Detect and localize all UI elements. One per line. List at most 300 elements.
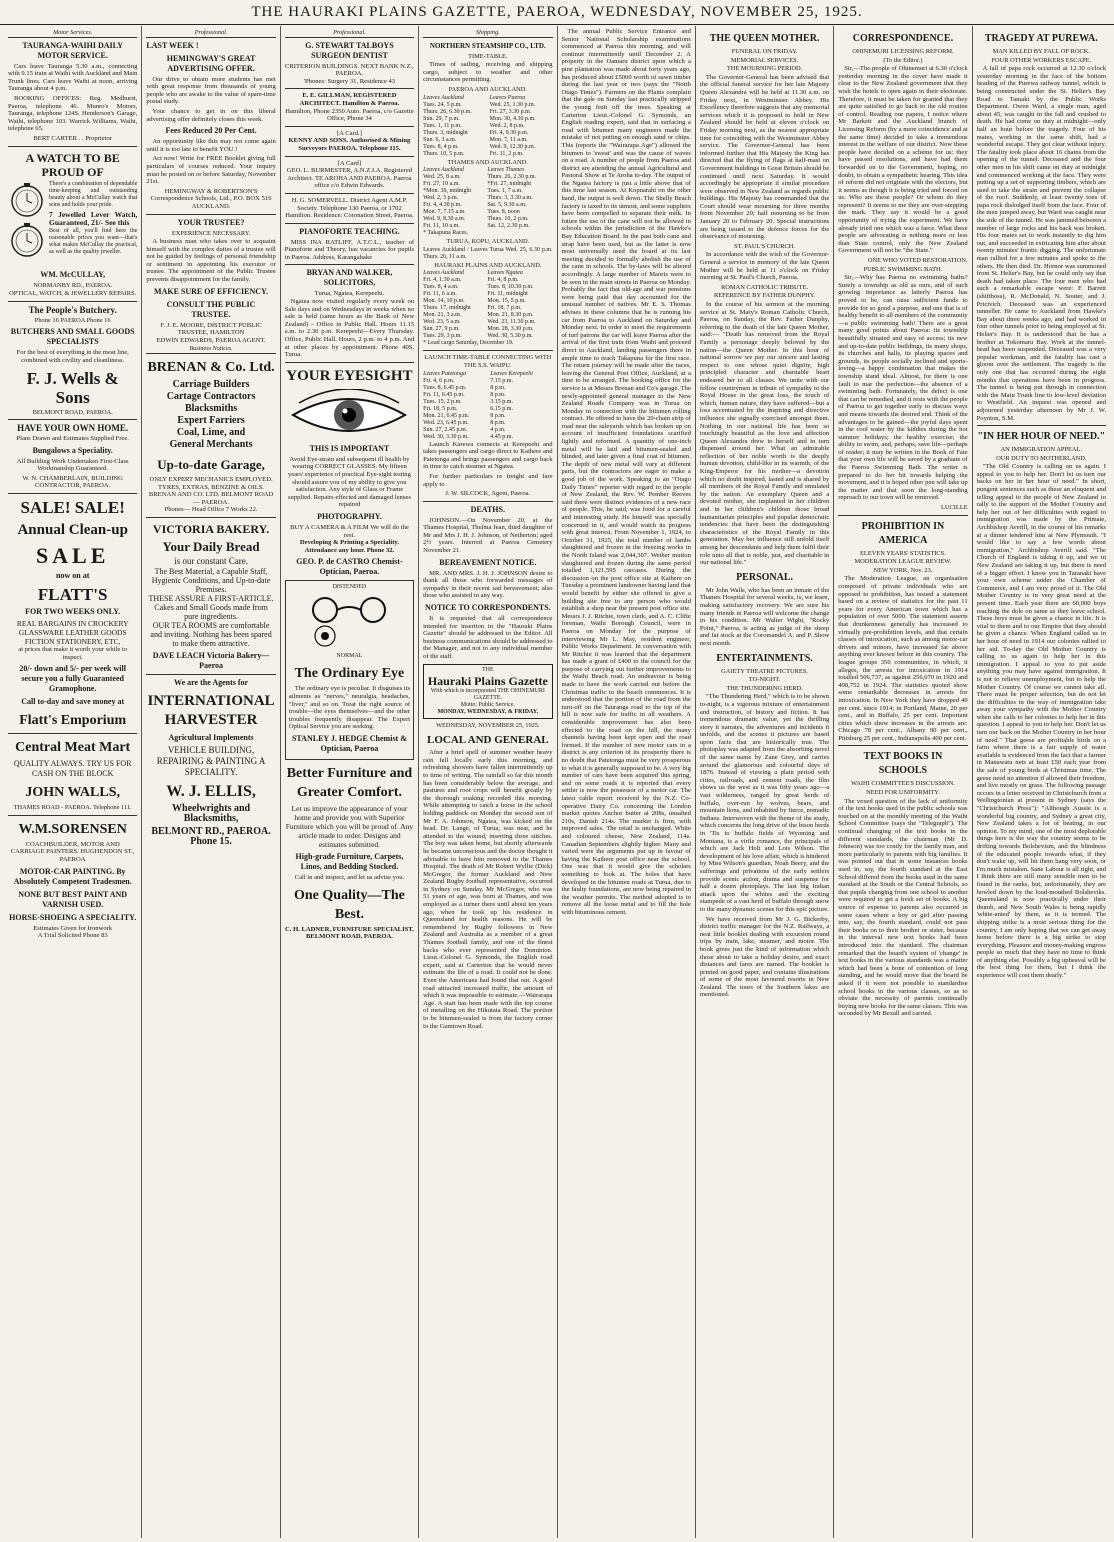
table-cell: *Mon. 30, midnight bbox=[423, 188, 472, 195]
brenan-address: BRENAN AND CO. LTD. BELMONT ROAD — PAEROA. bbox=[148, 491, 274, 506]
fees-reduced: Fees Reduced 20 Per Cent. bbox=[165, 126, 257, 136]
photography-heading: PHOTOGRAPHY. bbox=[317, 511, 382, 521]
thames-auckland-table bbox=[423, 167, 552, 230]
table-row bbox=[423, 319, 552, 326]
one-quality: One Quality—The Best. bbox=[294, 887, 405, 922]
table-cell: Fri. 27, 10 a.m. bbox=[423, 181, 460, 188]
table-cell: Fri. 4, 9.30 p.m. bbox=[489, 129, 529, 136]
section-heading: Professional. bbox=[146, 29, 275, 38]
ordinary-eye-body: The ordinary eye is peculiar. It disguises its ailments as "nerves," neuralgia, headaches, "liver," and so on. Treat the right source of trouble—the eyes themselves—and the other troubles frequently disappear. The Expert Optical Service you are seeking. bbox=[288, 685, 411, 731]
ordinary-eye-heading: The Ordinary Eye bbox=[294, 666, 405, 682]
table-cell: Wed. 25, 8 a.m. bbox=[423, 174, 461, 181]
personal-body: Mr John Walls, who has been an inmate of the Thames Hospital for several weeks, is, we learn, making satisfactory recovery. We are sure his many friends in Paeroa will welcome the change in his condition. Mr Walter Wight, "Rocky Point," Paeroa, is acting as judge of the sheep and fat stock at the Coromandel A. and P. Show next month. bbox=[699, 586, 830, 647]
bereavement-body: MR. AND MRS. J. H. J. JOHNSON desire to thank all those who forwarded messages of sympathy in their recent sad bereavement; also those who assisted in any way. bbox=[423, 569, 553, 600]
turua-body: Leaves Auckland / Leaves Turua Wed. 25, 6.30 p.m. Thurs. 26, 11 a.m. bbox=[423, 246, 553, 260]
table-header-cell: Leaves Patetonga bbox=[423, 370, 466, 377]
mechanics: ONLY EXPERT MECHANICS EMPLOYED. bbox=[149, 476, 273, 484]
dunphy-body: In the course of his sermon at the morning service at St. Mary's Roman Catholic Church, Paeroa, on Sunday, the Rev. Father Dunphy, referring to the death of the late Queen Mother, said:— "Death has removed from the Royal Family a personage deeply beloved by the nation—the Queen Mother. In this hour of national sorrow we pay our sincere and lasting respect to one whose quiet dignity, high principled character and charitable heart endeared her to all classes. We unite with our fellow countrymen in tribute of sympathy to the Royal House in the great loss, the touch of which, human nature, they have suffered—but a loss accentuated by the inspiring and directive influence she signally exercised amongst them. Nothing in our national life has been so touchingly beautiful as the love and affection Queen Alexandra drew to herself and in turn dispensed around her. What an admirable reflection of her noble worth is the deeply human devotion, child-like in its warmth, of the King-Emperor for his mother—a devotion which no doubt inspired, lasted and is shared by all members of the Royal Family and emulated by the nation. An exemplary Queen and a devoted mother, she implanted in her children and in her children's children those broad humanitarian principles and popular democratic tendencies that have been the distinguishing characteristics of the Royal Family in this generation. May her influence still unfold itself among her descendants and help them fulfil their role unto all that is noble, just, and charitable in our national life." bbox=[699, 301, 830, 567]
brenan-service: Carriage Builders bbox=[172, 379, 250, 391]
bereavement-heading: BEREAVEMENT NOTICE. bbox=[439, 557, 537, 567]
entertainments-heading: ENTERTAINMENTS. bbox=[716, 652, 813, 664]
brenan-services bbox=[146, 379, 275, 451]
table-cell: *Fri. 27, midnight bbox=[487, 181, 532, 188]
timetable-heading: TIME-TABLE. bbox=[468, 52, 508, 60]
table-cell: Tues. 8, 4 p.m. bbox=[423, 143, 459, 150]
now-on: now on at bbox=[56, 571, 90, 581]
motor-painting: MOTOR-CAR PAINTING. By Absolutely Competent Tradesmen. bbox=[13, 866, 132, 886]
column-8 bbox=[972, 26, 1110, 1538]
divider bbox=[838, 745, 967, 746]
ladner: C. H. LADNER, FURNITURE SPECIALIST, BELMONT ROAD, PAEROA. bbox=[285, 925, 414, 941]
hauraki-auckland-heading: HAURAKI PLAINS AND AUCKLAND. bbox=[434, 261, 542, 269]
table-cell: Tues. 29, 3 p.m. bbox=[423, 333, 462, 340]
table-cell: Thurs. 3, 3.30 a.m. bbox=[487, 195, 533, 202]
table-cell: Sun. 27, 2.45 p.m. bbox=[423, 426, 468, 433]
table-cell: 6.15 p.m. bbox=[490, 405, 513, 412]
mccullay-name: WM. McCULLAY, bbox=[40, 269, 106, 279]
tonight-heading: TO-NIGHT. bbox=[748, 676, 781, 684]
prohibition-heading: PROHIBITION IN AMERICA bbox=[861, 520, 945, 546]
table-row bbox=[423, 223, 552, 230]
bungalows-body: All Building Work Undertaken First-Class Workmanship Guaranteed. bbox=[16, 457, 129, 473]
table-cell: Fri. 18, 7 p.m. bbox=[487, 305, 522, 312]
launch-table bbox=[423, 371, 552, 441]
cleanup-heading: Annual Clean-up bbox=[17, 522, 128, 539]
duty-sub: OUR DUTY TO MOTHERLAND. bbox=[996, 454, 1087, 462]
brenan-service: Blacksmiths bbox=[184, 403, 238, 415]
bryan-address: Turua, Ngatea, Kerepeehi. bbox=[314, 290, 385, 298]
masthead: THE HAURAKI PLAINS GAZETTE, PAEROA, WEDNESDAY, NOVEMBER 25, 1925. bbox=[0, 0, 1114, 25]
meat-mart-body: QUALITY ALWAYS. TRY US FOR CASH ON THE BLOCK bbox=[13, 759, 132, 779]
table-cell: Fri. 11, 6.45 p.m. bbox=[423, 391, 465, 398]
cakes: Cakes and Small Goods made from pure ingredients. bbox=[154, 603, 268, 621]
moore: F. J. E. MOORE, DISTRICT PUBLIC TRUSTEE, HAMILTON bbox=[160, 321, 262, 337]
correspondence-heading: CORRESPONDENCE. bbox=[852, 33, 954, 44]
divider bbox=[838, 515, 967, 516]
spectacles-icon bbox=[299, 594, 399, 650]
table-cell: 8 p.m. bbox=[490, 412, 506, 419]
eye-body: Avoid Eye-strain and subsequent ill health by wearing CORRECT GLASSES. My fifteen years' experience of practical Eye-sight testing should assure you of my ability to give you satisfaction. Any style of Glass or Frame supplied. Repairs effected and damaged lenses repaired bbox=[287, 455, 411, 509]
table-cell: Mon. 21, 3 a.m. bbox=[423, 312, 462, 319]
turua-heading: TURUA, KOPU, AUCKLAND. bbox=[446, 238, 530, 246]
table-row bbox=[423, 326, 552, 333]
table-cell: Fri. 4, 1.30 a.m. bbox=[423, 277, 462, 284]
gaiety-heading: GAIETY THEATRE PICTURES. bbox=[721, 667, 808, 675]
table-header-row bbox=[423, 95, 552, 102]
st-pauls-heading: ST. PAUL'S CHURCH. bbox=[734, 242, 795, 250]
butchery-title: BUTCHERS AND SMALL GOODS SPECIALISTS bbox=[10, 327, 135, 347]
dateline: WEDNESDAY, NOVEMBER 25, 1925. bbox=[435, 721, 540, 729]
talboys-phone: 'Phones: Surgery 31, Residence 43 bbox=[303, 77, 396, 85]
table-cell: 4 p.m. bbox=[490, 426, 506, 433]
table-cell: Fri. 18, 5 p.m. bbox=[423, 405, 458, 412]
table-cell: Fri. 4, 4.30 p.m. bbox=[423, 202, 462, 209]
table-cell: Wed. 9, 12.30 p.m. bbox=[489, 143, 536, 150]
table-cell: Tues. 8, 4 a.m. bbox=[423, 284, 459, 291]
table-row bbox=[423, 144, 552, 151]
column-7 bbox=[833, 26, 971, 1538]
table-cell: Tues. 1, 7 a.m. bbox=[487, 188, 523, 195]
table-cell: Mon. 21, 8.30 p.m. bbox=[487, 312, 534, 319]
burmester: GEO. L. BURMESTER, A.N.Z.I.A. Registered Architect. TE AROHA AND PAEROA. Paeroa office c/o Edwin Edwards. bbox=[286, 167, 413, 190]
general-news-body: The annual Public Service Entrance and Senior National Scholarship examinations commenced at Paeroa this morning, and will continue intermittently until December 2. A property in the Oamaru district upon which a pine plantation was made about forty years ago, has produced about £5000 worth of sawn timber during the last year or two (says the "North Otago Times"). Farmers on the Plains complain that the gale on Sunday last practically stripped the young fruit off the trees. Speaking at Carterton Lieut.-Colonel G. Symonds, an English roading expert, said that in surfacing a road with bitumen many engineers made the mistake of not putting on enough sand or chips. This (reports the "Wairarapa Age") allowed the bitumen to 'sweat' and was the cause of waves on a road. A number of people from Paeroa and district are attending the annual Agricultural and Pastoral Show at Te Aroha to-day. The output of the Ngatea factory is just a little above that of this time last season. At Kopuarahi on the other hand, the output is well down. The Shelly Beach factory is taxed to its utmost, and some suppliers have been compelled to separate their milk. In future the use of the cane will not be allowed in schools within the jurisdiction of the Hawke's Bay Education Board. In the past both cane and strap have been used, but as the latter is now most universally used the board at its last meeting decided to formally abolish the use of the cane in schools. The by-laws will be altered accordingly. A large number of Maoris were to be seen in the main streets in Paeroa on Monday. Probably the fact that old-age and war pensions were being paid that day accounted for the unusual number of natives. Mr E. S. Thomas advises in these columns that he is running his car from Paeroa to Auckland on Saturday and Monday next. In order to meet the requirements of turf patrons the car will leave Paeroa after the arrival of the first train from Waihi and proceed direct to Auckland, landing passengers there in ample time to reach Takapuna for the first race. The return journey will be made after the races, leaving the General Post Office, Auckland, at a time to be arranged. The booking office for the service is at Messrs Brenan and Co's garage. The newly-appointed general manager to the New Zealand Roads Company was in Turua on Monday in connection with the bitumen rolling contract. He offered to have the 20-chain strip of road near the saleyards which has broken up on account of insufficient foundations scarified lightly and reformed. A quantity of one-inch metal will be laid and bitumen-sealed and blinded, and later given a final coat of bitumen. The depth of new metal will vary at different parts, but the contractors are eager to make a good job of the work. Speaking to an "Otago Daily Times" reporter with regard to the people of New Zealand, the Rev. W. Pember Reeves said there were distinct evidences of a new race of people. This, he said, was food for a careful and interesting study. He himself was specially concerned in it, and would watch its progress with great interest. From November 1, 1924, to October 31, 1925, the total number of lambs slaughtered and frozen in the freezing works in the North Island was 2,044,307. Wether mutton slaughtered and frozen during the same period totalled 1,121,595 carcases. During the discussion on the post office site at Kaihere on Tuesday a prominent landowner having land that would benefit by either site offered to give a building site free to any person who would establish a shop near the present post office site. Messrs J. J. Ritchie, town clerk, and A. C. Clifte foreman, Waihi Borough Council, were in Paeroa on Monday for the purpose of interviewing Mr L. May, resident engineer, Public Works Department. In conversation with Mr Ritchie it was learned that the department has made a grant of £400 to the council for the purpose of carrying out further improvements to the Waihi Beach road. An endeavour is being made to have the work carried out before the Christmas traffic to the beach commences. It is understood that the portion of the road from the turn-off on the Tauranga road to the top of the hill is now safe for traffic in all weathers. A considerable improvement has also been effected to the road on the hill, the many channels having been kept open and the road formed. If the number of new motor cars in a district is any criterion of its prosperity there is no doubt that Patetonga must be very prosperous to what it is generally supposed to be. A very big number of cars have been acquired this spring, and on some roads it is reported that every settler is now the possessor of a motor car. The latest cable report received by the N.Z. Co-operative Dairy Co. concerning the London market quotes Anchor butter at 208s, unsalted 210s, Danish 214s. The market is firm, with improved sales. The retail is unchanged. White and coloured cheese, New Zealand, 114s. Canadian Septembers slightly higher. Many and varied were the arguments put up in favour of having the Kaihere post office near the school. One was that it would give the scholars something to look at. The holes that have developed in the bitumen roads at Turua, due to the faulty foundations, are now being repaired in the weather permits. The method adopted is to remove all the loose metal and to fill the hole with bituminous cement. bbox=[561, 28, 691, 916]
lucille: LUCILLE bbox=[941, 504, 968, 512]
table-header-cell: Leaves Thames bbox=[487, 167, 525, 174]
butchery-phone: Phone 16 PAEROA Phone 16 bbox=[34, 316, 111, 324]
table-row bbox=[423, 413, 552, 420]
table-cell: 4.45 p.m. bbox=[490, 433, 513, 440]
one-voted: ONE WHO VOTED RESTORATION. bbox=[867, 257, 968, 265]
butchery-heading: The People's Butchery. bbox=[28, 304, 117, 315]
moderation-body: The Moderation League, an organisation composed of private individuals who are opposed to prohibition, has issued a statement based on a review of statistics for the past 11 years for every American town which has a population of over 5000. The statement asserts that drunkenness generally has increased to virtually pre-prohibition levels, and that certain classes of intoxication, such as among motor-car drivers and minors, have increased far above anything ever known before in this country. The league groups 350 communities, in which, it alleges, the arrests for intoxication in 1914 totalled 506,737, as against 256,070 in 1920 and 498,752 in 1924. The statistics quoted show some remarkable decreases in arrests for intoxication. In New York they have dropped 40 per cent. since 1914; in Portland, Maine, 20 per cent., and in Buffalo, 25 per cent. Important cities which show increases in the arrests are: Chicago 78 per cent., Albany 90 per cent., Pittsburg 25 per cent., Indianapolis 400 per cent. bbox=[838, 575, 968, 742]
distended-label: DISTENDED bbox=[332, 584, 367, 591]
bungalows-heading: Bungalows a Speciality. bbox=[32, 445, 113, 455]
table-cell: 8 p.m. bbox=[490, 391, 506, 398]
home-heading: HAVE YOUR OWN HOME. bbox=[17, 423, 129, 434]
agents: We are the Agents for bbox=[174, 678, 249, 687]
sale-word: SALE bbox=[35, 543, 110, 569]
table-row bbox=[423, 174, 552, 181]
divider bbox=[146, 214, 275, 215]
bargains: REAL BARGAINS IN CROCKERY GLASSWARE LEATHER GOODS FICTION STATIONERY, ETC, bbox=[16, 619, 129, 647]
meat-mart-name: Central Meat Mart bbox=[15, 740, 131, 756]
launch-heading: LAUNCH TIME-TABLE CONNECTING WITH THE S.S. WAIPU. bbox=[424, 354, 552, 369]
ellis-name: W. J. ELLIS, bbox=[166, 783, 256, 800]
booking-offices: BOOKING OFFICES: Reg. Medhurst, Paeroa, telephone 46. Munro's Motors, Tauranga, telephone 124S. Henderson's Garage, Waihi, telephone 103. Warrick Williams, Waihi, telephone 65. bbox=[8, 94, 138, 133]
brenan-service: Cartage Contractors bbox=[166, 391, 256, 403]
ellis-address: BELMONT RD., PAEROA. Phone 15. bbox=[151, 826, 271, 847]
st-pauls-body: In accordance with the wish of the Governor-General a service in memory of the late Queen Mother will be held at 11 o'clock on Friday morning at St. Paul's Church, Paeroa. bbox=[699, 251, 830, 282]
ohinemuri-body: Sir,—The people of Ohinemuri at 6.30 o'clock yesterday morning in the cover have made it clear to the New Zealand government that they wish the hotels to open again in their electorate. Therefore, it must be taken for granted that they are quite satisfied to go back to the old routine of control. Reading our papers, I notice where Mr Barkett and the Auckland branch of Licensing Reform (by a mere coincidence and at the same time) decided to take a tremendous interest in the welfare of our district. Now these people have decided on a scheme for us: they have passed resolutions, and have had them forwarded on to the Government, hoping, no doubt, to obtain a sympathetic hearing. This idea of reform did not originate with the electors, but it seems as though it is being tried and forced on us. Who are these people? Or whom do they represent? It seems to me they are over-stepping the mark. They say it would be a good opportunity of trying the experiment. We have already tried one which was a farce. What these people are advocating is nothing more or less than State control, only the New Zealand Government will not be "the State." bbox=[838, 65, 968, 255]
divider bbox=[423, 501, 552, 502]
table-row bbox=[423, 399, 552, 406]
chamberlain: W. N. CHAMBERLAIN, BUILDING CONTRACTOR, PAEROA. bbox=[22, 474, 123, 490]
table-cell: Tues. 8, 6.45 p.m. bbox=[423, 384, 467, 391]
table-cell: Wed. 23, 5 a.m. bbox=[423, 319, 461, 326]
furniture-heading: Better Furniture and Greater Comfort. bbox=[286, 765, 413, 800]
efficiency: MAKE SURE OF EFFICIENCY. bbox=[154, 286, 269, 296]
table-cell: Fri. 11, midnight bbox=[487, 291, 528, 298]
to-editor: (To the Editor.) bbox=[883, 56, 923, 64]
divider bbox=[8, 733, 137, 734]
watch-heading: A WATCH TO BE PROUD OF bbox=[25, 150, 120, 179]
prices-text: at prices that make it worth your while to inspect. bbox=[18, 646, 128, 661]
table-row bbox=[423, 116, 552, 123]
service-body: Cars leave Tauranga 5.30 a.m., connecting with 9.15 train at Waihi with Auckland and Main Trunk lines. Cars leave Waihi at noon, arriving Tauranga about 4 p.m. bbox=[8, 62, 138, 93]
normal-label: NORMAL bbox=[336, 653, 363, 660]
photo-body: BUY A CAMERA & A FILM We will do the rest. bbox=[290, 523, 409, 539]
booklet-body: We have received from Mr J. G. Bickerby, district traffic manager for the N.Z. Railways, a neat little booklet dealing with excursion round trips by train, lake, steamer, and motor. The book gives just the kind of information which those about to take a holiday desire, and exact distances and fares are named. The booklet is printed on good paper, and contains illustrations of some of the most favoured resorts in New Zealand. The tours of the Southern lakes are mentioned. bbox=[699, 915, 830, 999]
table-cell: Wed. 2, 3 p.m. bbox=[423, 195, 459, 202]
uniformity-heading: NEED FOR UNIFORMITY. bbox=[866, 789, 940, 797]
divider bbox=[285, 223, 414, 224]
table-cell: Thurs. 26, 6.30 p.m. bbox=[423, 108, 472, 115]
correspondents-body: It is requested that all correspondence intended for insertion in the "Hauraki Plains Gazette" should be addressed to the Editor. All business communications should be addressed to the Manager, and not to any individual member of the staff. bbox=[423, 615, 553, 660]
herd-heading: THE THUNDERING HERD. bbox=[726, 684, 803, 692]
section-heading: Motor Services. bbox=[8, 29, 137, 38]
sorensen-name: W.M.SORENSEN bbox=[18, 821, 127, 837]
table-row bbox=[423, 305, 552, 312]
hemingway-opportunity: An opportunity like this may not come again until it is too late to benefit YOU ! bbox=[146, 138, 276, 153]
bryan-body: Ngatea now visited regularly every week on Sale days and on Wednesdays in weeks when no sale is held (same hours as the Bank of New Zealand) - Office in Public Hall. Hours 11.15 a.m. to 2.30 p.m. Kerepeehi—Every Thursday. Office, Public Hall. Hours, 2 p.m. to 4 p.m. And at other places by appointment. Phone 40S, Turua. bbox=[284, 298, 415, 359]
gazette-days: MONDAY, WEDNESDAY, & FRIDAY. bbox=[437, 708, 539, 715]
call-today: Call to-day and save money at bbox=[21, 697, 125, 707]
table-cell: Wed. 30, 3.30 p.m. bbox=[423, 433, 469, 440]
developing: Developing & Printing a Speciality. Attendance any hour. Phone 32. bbox=[299, 539, 399, 554]
service-title: TAURANGA-WAIHI DAILY MOTOR SERVICE. bbox=[22, 40, 124, 60]
trial-note: A Trial Solicited Phone 83 bbox=[37, 932, 108, 940]
queen-body: The Governor-General has been advised that the official funeral service for her late Majesty Queen Alexandra will be held at 11.30 a.m. on Friday next, in Westminster Abbey. His Excellency therefore suggests that any memorial services which it is proposed to hold in New Zealand should be held at eleven o'clock on Friday morning next, as the nearest appropriate time for coinciding with the Westminster Abbey service. The Governor-General has been informed further that His Majesty the King has directed that the flying of flags at half-mast on Government buildings in Great Britain should be continued until next Saturday. It would accordingly be appropriate if similar procedure were observed in New Zealand as regards public buildings. His Majesty has commanded that the Court should wear mourning for three months from November 20; half mourning to be from January 20 to February 20. Special instructions are being issued to the defence forces for the observance of mourning. bbox=[699, 73, 830, 241]
table-cell: Thurs. 3, midnight bbox=[423, 129, 468, 136]
gazette-incorporated: With which is incorporated THE OHINEMURI GAZETTE. bbox=[430, 687, 545, 701]
table-cell: Mon. 28, 3.30 p.m. bbox=[487, 326, 534, 333]
brenan-service: Coal, Lime, and bbox=[176, 427, 246, 439]
table-cell: Mon. 14, 10 p.m. bbox=[423, 298, 465, 305]
edwards: EDWIN EDWARDS, PAEROA AGENT. bbox=[156, 336, 266, 344]
table-cell: Sat. 12, 2.30 p.m. bbox=[487, 223, 530, 230]
sale-heading: SALE! SALE! bbox=[20, 498, 125, 518]
ny-dateline: NEW YORK, Nov. 23. bbox=[873, 566, 933, 574]
paeroa-auckland-table bbox=[423, 95, 552, 158]
watch-illustration-icon bbox=[8, 181, 46, 267]
table-cell: Wed. 23, 11.30 p.m. bbox=[487, 319, 536, 326]
watch-more: Best of all, you'll find here the reasonable prices you want—that's what makes McCullay the practical, as well as the quality jeweller. bbox=[49, 227, 138, 255]
kenny: KENNY AND SONS. Authorised & Mining Surveyors PAEROA. Telephone 115. bbox=[288, 137, 411, 152]
personal-heading: PERSONAL. bbox=[736, 571, 794, 583]
column-3 bbox=[280, 26, 418, 1538]
horse-shoeing: HORSE-SHOEING A SPECIALITY. bbox=[9, 912, 137, 922]
table-cell: Sun. 29, 7 p.m. bbox=[423, 115, 460, 122]
table-cell: Tues. 1, 11 p.m. bbox=[423, 122, 462, 129]
section-heading: Business Notices. bbox=[146, 345, 275, 354]
textbooks-body: The vexed question of the lack of uniformity of the text books used in the public schools was touched on at the monthly meeting of the Waihi School Committee (says the "Telegraph"). The continual changing of the text books in the different standards, the chairman (Mr D. Johnson) was too costly for the family man, and more particularly to parents with big families. It was pointed out that in some instances books used in, say, the fourth standard at the East School differed from the books used in the same standard at the South or the Central Schools, so that pupils changing from one school to another were required to get a fresh set of books. A big source of expense to parents also occurred in some cases where a boy or girl after passing into, say, the fourth standard, could not pass their books on to their brother or sister, because in the interval new text books had been introduced into the standard. The chairman remarked that the board's system of 'change' in text books in the various standards was a matter which had been a bone of contention of long standing, and he would move that the board be asked if it were not possible to standardise school books in the various classes, so as to obviate the necessity of parents continually buying new books for the same classes. This was seconded by Mr Bexall and carried. bbox=[838, 797, 968, 1018]
funeral-sub: FUNERAL ON FRIDAY. bbox=[731, 48, 798, 55]
table-cell: Wed. 23, 6.45 p.m. bbox=[423, 419, 469, 426]
gazette-the: THE bbox=[481, 666, 494, 673]
table-row bbox=[423, 392, 552, 399]
estimates-note: Estimates Given for Ironwork bbox=[33, 924, 113, 932]
thames-auckland-heading: THAMES AND AUCKLAND. bbox=[447, 158, 528, 166]
important-heading: THIS IS IMPORTANT bbox=[309, 443, 390, 453]
column-4 bbox=[418, 26, 556, 1538]
castro: GEO. P. de CASTRO Chemist-Optician, Paeroa. bbox=[296, 557, 403, 577]
gazette-motto: Motto: Public Service. bbox=[460, 701, 515, 708]
table-cell: Wed. 2, 8 p.m. bbox=[489, 122, 525, 129]
card-label: [A Card] bbox=[337, 159, 362, 167]
table-cell: 3.15 p.m. bbox=[490, 398, 513, 405]
table-cell: Thurs. 10, 5 p.m. bbox=[423, 150, 465, 157]
table-cell: Wed. 25, 1.30 p.m. bbox=[489, 101, 536, 108]
grade: High-grade Furniture, Carpets, Linos, and Bedding Stocked. bbox=[295, 851, 404, 871]
ordinary-eye-ad bbox=[285, 580, 414, 760]
brenan-phones: Phones— Head Office 7 Works 22. bbox=[164, 506, 258, 514]
leach: DAVE LEACH Victoria Bakery—Paeroa bbox=[152, 651, 270, 670]
table-cell: Fri. 11, 2 p.m. bbox=[489, 150, 524, 157]
correspondents-heading: NOTICE TO CORRESPONDENTS. bbox=[424, 603, 551, 613]
table-cell: Mon. 7, 7.15 a.m. bbox=[423, 209, 466, 216]
hour-body: "The Old Country is calling on us again. I appeal to you to help her. Don't let us turn our backs on her in her hour of need." In short, pungent sentences such as these an eloquent and telling appeal to the people of New Zealand to rally to the support of the Mother Country and help her out of her difficulties with regard to immigration was made by the Primate, Archbishop Averill, in the course of his remarks at a dinner tendered him at New Plymouth. "I would like to say a few words about immigration," Archbishop Averill said. "The Church of England is taking it up, and we in New Zealand are taking it up, but there is need of a bigger effort. I know you in Taranaki have your own scheme under the Chamber of Commerce, and I am very proud of it. The Old Mother Country is in very great need at the present time. Each year there are 60,000 boys reaching the dole on same as they leave school. These boys must be given a chance in life. It is vital to them and to our Empire that they should be given a chance. When England called us in her hour of need in 1914 our colonies rallied to her aid. To-day the Old Mother Country is calling to us again to help her in this immigration. I appeal to you to put aside anything you may have against immigration. It is not to relieve unemployment, but to help the Mother Country. Of course we cannot take all. There must be proper selection, but do not let the difficulties in the way of immigration take away your sympathy with the Mother Country when she calls to her colonies to help her in this question. I appeal to you to help her. Don't let us turn our back on the Mother Country in her hour of need." That geese are profitable birds on a farm where there is a fair supply of water available is evidenced from the fact that a farmer in Manawatu nets at least £50 each year from the sale of young birds at Christmas time. The geese need no attention if allowed their freedom, and live mostly on grass. The following passage occurs in a letter received in Christchurch from a Wellingtonian at present in Sydney (says the "Christchurch Press"): "Although Aussie is a wonderful big country, and Sydney a great city, New Zealand takes a lot of beating, in our opinion. To my mind, one of the most deplorable things here is the way the country seems to be drifting towards Bolshevism, and the blindness of the educated people towards what, if they don't wake up, will hit them bang very soon, or I'm much mistaken. Sane Labour is all right, and I think there are still many sensible men to be found in the ranks, but, unfortunately, they are howled down by the loud-mouthed Bolsheviks. Queensland is now practically under their thumb, and New South Wales is being rapidly 'white-anted' by them, as it is termed. The shipping strike is a most serious thing for the country. I am only hoping that we can get away home before there is a big strike to stop everything. Pleasure and money-making engross people so much that they have no time to think of anything else. Possibly a big upheaval will be the best thing for them, but I think the experience will cost them dearly." bbox=[976, 463, 1106, 980]
column-1 bbox=[4, 26, 141, 1538]
assure: THESE ASSURE A FIRST-ARTICLE. bbox=[148, 594, 274, 603]
brenan-name: BRENAN & Co. Ltd. bbox=[147, 360, 275, 376]
table-cell: Sun. 6, 3 a.m. bbox=[423, 136, 457, 143]
sorensen-body: COACHBUILDER, MOTOR AND CARRIAGE PAINTERS. HUGHENDON ST., PAEROA bbox=[10, 840, 135, 864]
tearooms: OUR TEA ROOMS are comfortable and inviting. Nothing has been spared to make them attractive. bbox=[150, 621, 272, 648]
queen-heading: THE QUEEN MOTHER. bbox=[709, 33, 820, 44]
table-cell: Fri. 4, 6 p.m. bbox=[423, 377, 455, 384]
eye-icon bbox=[289, 389, 409, 441]
purewa-heading: TRAGEDY AT PUREWA. bbox=[984, 33, 1098, 44]
hedge: STANLEY J. HEDGE Chemist & Optician, Paeroa bbox=[291, 733, 407, 753]
memorial-sub: MEMORIAL SERVICES. bbox=[730, 56, 799, 64]
waihi-heading: WAIHI COMMITTEE'S DISCUSSION. bbox=[850, 780, 955, 788]
table-cell: Mon. 21, 6.45 p.m. bbox=[423, 412, 470, 419]
mccullay-address: NORMANBY RD., PAEROA. bbox=[33, 281, 113, 289]
columns bbox=[4, 26, 1110, 1538]
table-row bbox=[423, 277, 552, 284]
brenan-service: General Merchants bbox=[169, 439, 253, 451]
table-row bbox=[423, 378, 552, 385]
column-6 bbox=[695, 26, 833, 1538]
divider bbox=[8, 146, 137, 147]
column-5 bbox=[557, 26, 695, 1538]
table-row bbox=[423, 298, 552, 305]
silcock: J. W. SILCOCK, Agent, Paeroa. bbox=[445, 490, 531, 498]
hauraki-auckland-table bbox=[423, 270, 552, 340]
butchery-body: For the best of everything in the meat line, combined with civility and cleanliness. bbox=[16, 349, 129, 364]
table-row bbox=[423, 137, 552, 144]
divider bbox=[977, 425, 1106, 426]
talboys-address: CRITERION BUILDINGS. NEXT BANK N.Z., PAEROA. bbox=[285, 62, 414, 78]
garage-heading: Up-to-date Garage, bbox=[157, 457, 265, 473]
divider bbox=[285, 88, 414, 89]
proprietor: BERT CARTER . . Proprietor bbox=[33, 134, 112, 142]
mccullay-trade: OPTICAL, WATCH, & JEWELLERY REPAIRS. bbox=[9, 290, 137, 298]
table-header-row bbox=[423, 270, 552, 277]
table-row bbox=[423, 188, 552, 195]
table-cell: Wed. 30, 5.30 p.m. bbox=[487, 333, 533, 340]
table-header-row bbox=[423, 167, 552, 174]
local-body: After a brief spell of summer weather heavy rain fell locally early this morning, and refreshing showers have fallen intermittently up to time of writing. The rainfall so far this month has been considerably below the average, and pastures and root crops will benefit greatly by the thorough soaking recorded this morning. While attempting to catch a horse in the school holding paddock on Monday the second son of Mr F. A. Johnson, Ngatea, was kicked on the head. Dr. Lange, of Turua, was near, and he attended to the wound, inserting three stitches. The boy was taken home, but shortly afterwards he became unconscious and the doctor thought it advisable to have him removed to the Thames Hospital. The death of Mr Robert Wyllie (Dick) McGregor, the former Auckland and New Zealand Rugby football representative, occurred in Sydney on Sunday. Mr McGregor, who was 51 years of age, was born at Thames, and was employed as a turner there until about ten years ago, when he took up his residence in Queensland for health reasons. He will be remembered by Rugby followers in New Zealand and Australia as a member of a great Thames football family, and one of the finest backs who ever represented the Dominion. Lieut.-Colonel G. Symonds, the English road expert, said at Carterton that he would never estimate the life of a road. It could not be done. Even the Americans had found that out. A good road attracted increased traffic, the amount of which it was impossible to estimate.—Wairarapa Age. A start has been made with the top course of metalling on the Hikutaia Road. The portion to be bitumen-sealed is from the factory corner to the Gumtown Road. bbox=[423, 749, 553, 1030]
table-row bbox=[423, 333, 552, 340]
piano-body: MISS INA RATLIFF, A.T.C.L., teacher of Pianoforte and Theory, has vacancies for pupils in Paeroa. Address, Karangahake bbox=[284, 238, 415, 261]
brenan-service: Expert Farriers bbox=[177, 415, 245, 427]
table-header-cell: Leaves Kerepeehi bbox=[490, 370, 533, 377]
divider bbox=[285, 362, 414, 363]
flatts-name: FLATT'S bbox=[37, 585, 108, 605]
talboys-name: G. STEWART TALBOYS SURGEON DENTIST bbox=[305, 40, 394, 60]
section-heading: Professional. bbox=[285, 29, 414, 38]
table-row bbox=[423, 427, 552, 434]
deaths-body: JOHNSON.—On November 20, at the Thames Hospital, Thelma Jean, third daughter of Mr and Mrs J. H. J. Johnson, of Netherton; aged 2½ years. Interred at Paeroa Cemetery November 21. bbox=[423, 516, 553, 555]
hemingway-chance: Your chance to get in on this liberal advertising offer definitely closes this week. bbox=[146, 107, 276, 123]
gillman-name: E. E. GILLMAN, REGISTERED ARCHITECT. Hamilton & Paeroa. bbox=[299, 92, 400, 107]
escape-sub: FOUR OTHER WORKERS ESCAPE. bbox=[991, 56, 1092, 64]
moderation-heading: MODERATION LEAGUE REVIEW. bbox=[854, 558, 952, 566]
somervell: H. G. SOMERVELL. District Agent A.M.P. Society. Telephone 130 Paeroa, or 1702 Hamilton. Residence: Coronation Street, Paeroa. bbox=[285, 196, 414, 220]
ellis-trade: Wheelwrights and Blacksmiths, bbox=[172, 803, 251, 824]
table-row bbox=[423, 102, 552, 109]
herd-body: "The Thundering Herd," which is to be shown to-night, is a vigorous mixture of entertainment and instruction, of history and fiction. It has tremendous dramatic value, yet the thrilling story it narrates, the adventures and incidents it unfolds, and the scenes it pictures are based upon facts that are historically true. The photoplay was adapted from the absorbing novel of the same name by Zane Grey, and carries around the glamorous and colourful days of 1876. Instead of viewing a plain period with cities, railroads, and cement roads, the film shows us the west as it was fifty years ago—a vast wilderness, ranged by great herds of buffalo, over-run by wolves, bears, and mountain lions, and inhabited by fierce, nomadic Indians. Interwoven with the theme of the study, which concerns the long drive of the bison herds in 'Tis to buffalo fields of Wyoming and Montana, is a virile romance, the principals of which are Jack Holt and Lois Wilson. The development of his love affair, which is hindered by Miss Wilson's guardian, Noah Beery, and the sufferings and privations of the early settlers provide scenic action, drama and suspense for half a dozen photoplays. The last big Indian attack upon the whites and the exciting stampede of a vast herd of buffalo through snow to the many dynamic scenes for this epic picture. bbox=[699, 693, 830, 913]
launch-body: Launch Karewa connects at Kerepeehi and takes passengers and cargo direct to Kaihere and Patetonga and brings passengers and cargo back in time to catch steamer at Ngatea. bbox=[423, 440, 553, 471]
tyres: TYRES, EXTRAS, BENZINE & OILS. bbox=[158, 483, 265, 491]
wells-name: F. J. Wells & Sons bbox=[26, 368, 119, 407]
tribute-heading: ROMAN CATHOLIC TRIBUTE. bbox=[721, 283, 809, 291]
furniture-body: Let us improve the appearance of your home and provide you with Superior Furniture which you will be proud of. Any article made to order. Designs and estimates submitted. bbox=[285, 803, 414, 849]
table-row bbox=[423, 434, 552, 441]
bakery-heading: VICTORIA BAKERY. bbox=[152, 522, 270, 536]
gillman-body: Hamilton, Phone 2350 Auto. Paeroa, c/o Gazette Office, Phone 34 bbox=[285, 107, 414, 123]
hemingway-act-now: Act now! Write for FREE Booklet giving full particulars of courses reduced. Your inquiry must be posted on or before Saturday, November 21st. bbox=[146, 155, 276, 186]
trustee-body: A business man who takes over to acquaint himself with the complex duties of a trustee will not be guided by feelings of personal friendship or sentiment in appointing his executor or trustee. The appointment of the Public Trustee prevents disappointment for the family. bbox=[146, 238, 276, 284]
table-cell: Thurs. 17, midnight bbox=[423, 305, 471, 312]
table-cell: Wed. 9, 8.30 a.m. bbox=[423, 216, 466, 223]
local-heading: LOCAL AND GENERAL bbox=[426, 734, 549, 747]
hauraki-note: * Lead cargo Saturday, December 19. bbox=[423, 340, 514, 347]
mourning-sub: THE MOURNING PERIOD. bbox=[726, 65, 803, 73]
table-cell: Mon. 15, 5 p.m. bbox=[487, 298, 526, 305]
table-row bbox=[423, 312, 552, 319]
divider bbox=[146, 517, 275, 518]
piano-heading: PIANOFORTE TEACHING. bbox=[299, 226, 400, 236]
card-label: [A Card.] bbox=[336, 129, 362, 137]
best-material: The Best Material, a Capable Staff, Hygienic Conditions, and Up-to-date Premises. bbox=[151, 567, 271, 594]
table-row bbox=[423, 130, 552, 137]
divider bbox=[8, 493, 137, 494]
column-2 bbox=[141, 26, 279, 1538]
purewa-body: A fall of papa rock occurred at 12.30 o'clock yesterday morning in the face of the bottom heading of the Purewa railway tunnel, which is being constructed under the St. Helier's Bay Road to Tamaki by the Public Works Department. Owen Ward, a single man, aged about 45, was caught in the fall and crushed to death. He had come on duty at midnight—only half an hour before the tragedy. Four of his mates, working in the same shift, had a wonderful escape. They got clear without injury. The fatality took place about 16 chains from the opening of the tunnel. Deceased and the four other men in his shift came on duty at midnight and commenced working at the face. They were putting up a set of supporting timbers, which are used to take the strain and prevent the collapse of the roof. Suddenly, at least twenty tons of papa rock dislodged itself from the face. Four of the men jumped away, but Ward was caught near the side of the tunnel. He was jammed between a number of large rocks and his back was broken. His four mates set to work instantly to dig him out, and succeeded in extricating him after about twenty minutes' frantic digging. The unfortunate man rallied for a few minutes and spoke to the others. He then died. Dr. Hornor was summoned from St. Helier's Bay, but he could only say that death had taken place. The four men who had such a remarkable escape were: F. Barrett (shiftboss), R. McDonald, N. Souter, and J. Pricivich. Deceased was an experienced tunneller. He came to Auckland from Hawke's Bay about three weeks ago, and had worked in four other tunnels prior to being employed at St. Helier's Bay. It is understood that he has a brother at Tokomaru Bay. Work at the tunnel-head has been suspended. Deceased was a very popular workman, and the fatality has cast a gloom over the settlement. The tragedy is the only one that has occurred during the eight months that operations have been in progress. The tunnel is being put through in connection with the Main Trunk line to low-level deviation to Westfield. An inquest was opened and adjourned yesterday afternoon by Mr J. W. Poynton, S.M. bbox=[976, 65, 1106, 422]
divider bbox=[285, 126, 414, 127]
table-row bbox=[423, 420, 552, 427]
table-cell: Fri. 11, 6 a.m. bbox=[423, 291, 457, 298]
section-heading: Shipping. bbox=[423, 29, 552, 38]
killed-sub: MAN KILLED BY FALL OF ROCK. bbox=[992, 48, 1091, 55]
further-particulars: For further particulars re freight and fare apply to bbox=[423, 472, 553, 488]
table-row bbox=[423, 202, 552, 209]
table-header-row bbox=[423, 371, 552, 378]
table-row bbox=[423, 216, 552, 223]
walls-address: THAMES ROAD - PAEROA. Telephone 111. bbox=[13, 804, 132, 812]
steamship-name: NORTHERN STEAMSHIP CO., LTD. bbox=[429, 41, 546, 50]
divider bbox=[8, 419, 137, 420]
table-header-cell: Leaves Auckland bbox=[423, 94, 464, 101]
divider bbox=[285, 193, 414, 194]
hemingway-body: Our drive to obtain more students has met with great response from thousands of young people who are awake to the value of spare-time postal study. bbox=[146, 75, 276, 106]
wells-address: BELMONT ROAD, PAEROA. bbox=[32, 408, 113, 416]
deaths-heading: DEATHS. bbox=[470, 504, 505, 514]
watch-body: There's a combination of dependable time-keeping and outstanding beauty about a McCullay watch that wins and holds your pride. bbox=[49, 180, 138, 208]
table-cell: Fri. 27, 3.30 p.m. bbox=[489, 108, 532, 115]
ohinemuri-heading: OHINEMURI LICENSING REFORM. bbox=[852, 48, 954, 55]
daily-sub: is our constant Care. bbox=[174, 556, 249, 566]
paint-note: NONE BUT BEST PAINT AND VARNISH USED. bbox=[18, 889, 128, 909]
hemingway-heading: HEMINGWAY'S GREAT ADVERTISING OFFER. bbox=[166, 53, 256, 73]
table-cell: Fri. 11, 10 a.m. bbox=[423, 223, 460, 230]
table-row bbox=[423, 195, 552, 202]
gazette-title: Hauraki Plains Gazette bbox=[427, 673, 548, 688]
table-header-cell: Leaves Paeroa bbox=[489, 94, 526, 101]
table-row bbox=[423, 123, 552, 130]
table-cell: Thurs. 10, 2 p.m. bbox=[487, 216, 529, 223]
trustee-heading: YOUR TRUSTEE? bbox=[177, 217, 245, 227]
eleven-years: ELEVEN YEARS' STATISTICS. bbox=[860, 549, 946, 557]
table-row bbox=[423, 385, 552, 392]
table-row bbox=[423, 181, 552, 188]
table-row bbox=[423, 284, 552, 291]
hour-heading: "IN HER HOUR OF NEED." bbox=[977, 431, 1106, 443]
table-header-cell: Leaves Auckland bbox=[423, 167, 464, 174]
divider bbox=[146, 674, 275, 675]
